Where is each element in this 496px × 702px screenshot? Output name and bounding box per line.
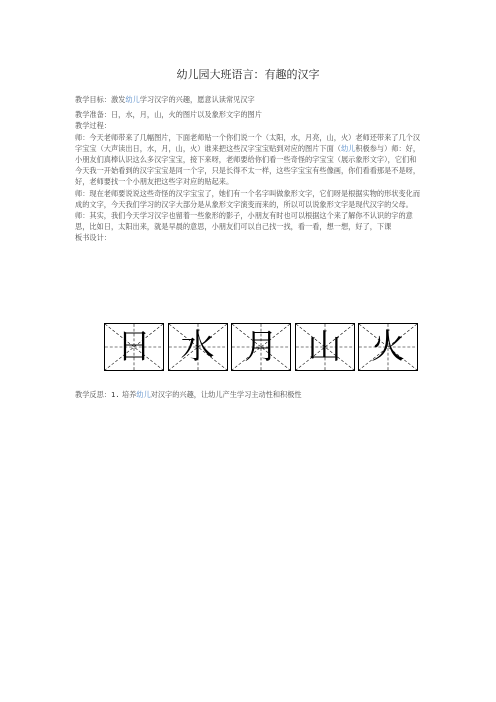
reflection-link[interactable]: 幼儿 xyxy=(136,390,151,399)
grid-cell xyxy=(358,323,418,371)
para1-link[interactable]: 幼儿 xyxy=(340,143,356,153)
document-title: 幼儿园大班语言：有趣的汉字 xyxy=(176,68,320,81)
goal-text-end: 学习汉字的兴趣，愿意认读常见汉字 xyxy=(139,95,255,104)
goal-text: 教学目标：激发 xyxy=(75,95,126,104)
grid-character: 水 xyxy=(180,327,215,367)
grid-character: 月 xyxy=(244,327,278,367)
teaching-goal xyxy=(75,94,423,105)
board-label: 板书设计： xyxy=(75,233,111,243)
reflection-text-end: 对汉字的兴趣，让幼儿产生学习主动性和积极性 xyxy=(150,390,302,399)
para1-text: 师：今天老师带来了几幅图片，下面老师贴一个你们说一个（太阳，水，月亮，山，火）老师还带来了几个汉字宝宝（大声读出日，水，月，山，火）谁来把这些汉字宝宝贴到对应的图片下面（ xyxy=(75,132,421,153)
goal-link[interactable]: 幼儿 xyxy=(125,95,140,104)
para1-text-end: 积极参与）师：好，小朋友们真棒认识这么多汉字宝宝，接下来呀，老师要给你们看一些奇怪的字宝宝（展示象形文字），它们和今天我一开始看到的汉字宝宝是同一个字，只是长得不太一样，这些字宝宝有些像画，你们看看那是不是呀，好，老师要找一个小朋友把这些字对应的贴起来。 xyxy=(75,143,421,187)
teaching-prep: 教学准备：日，水，月，山，火的图片以及象形文字的图片 xyxy=(75,110,262,120)
process-label: 教学过程： xyxy=(75,121,111,131)
reflection-text: 培养 xyxy=(119,390,137,399)
reflection-label: 教学反思： xyxy=(75,390,111,399)
document-body xyxy=(75,94,423,244)
character-grid xyxy=(104,323,418,373)
grid-cell xyxy=(168,323,228,371)
grid-character: 火 xyxy=(371,327,405,367)
grid-cell xyxy=(231,323,291,371)
paragraph-1 xyxy=(75,132,423,188)
grid-character: 山 xyxy=(307,327,342,367)
paragraph-2: 师：现在老师要说说这些奇怪的汉字宝宝了，她们有一个名字叫做象形文字，它们呀是根据实物的形状变化而成的文字，今天我们学习的汉字大部分是从象形文字演变而来的，所以可以说象形文字是现代汉字的父母。 xyxy=(75,188,421,209)
reflection-number: 1. xyxy=(110,390,120,399)
grid-character: 日 xyxy=(117,327,151,367)
reflection xyxy=(75,389,435,400)
grid-cell xyxy=(104,323,164,371)
paragraph-3: 师：其实，我们今天学习汉字也留着一些象形的影子，小朋友有时也可以根据这个来了解你不认识的字的意思，比如日，太阳出来，就是早晨的意思，小朋友们可以自己找一找，看一看，想一想，好了，下课 xyxy=(75,211,413,232)
grid-cell xyxy=(295,323,355,371)
